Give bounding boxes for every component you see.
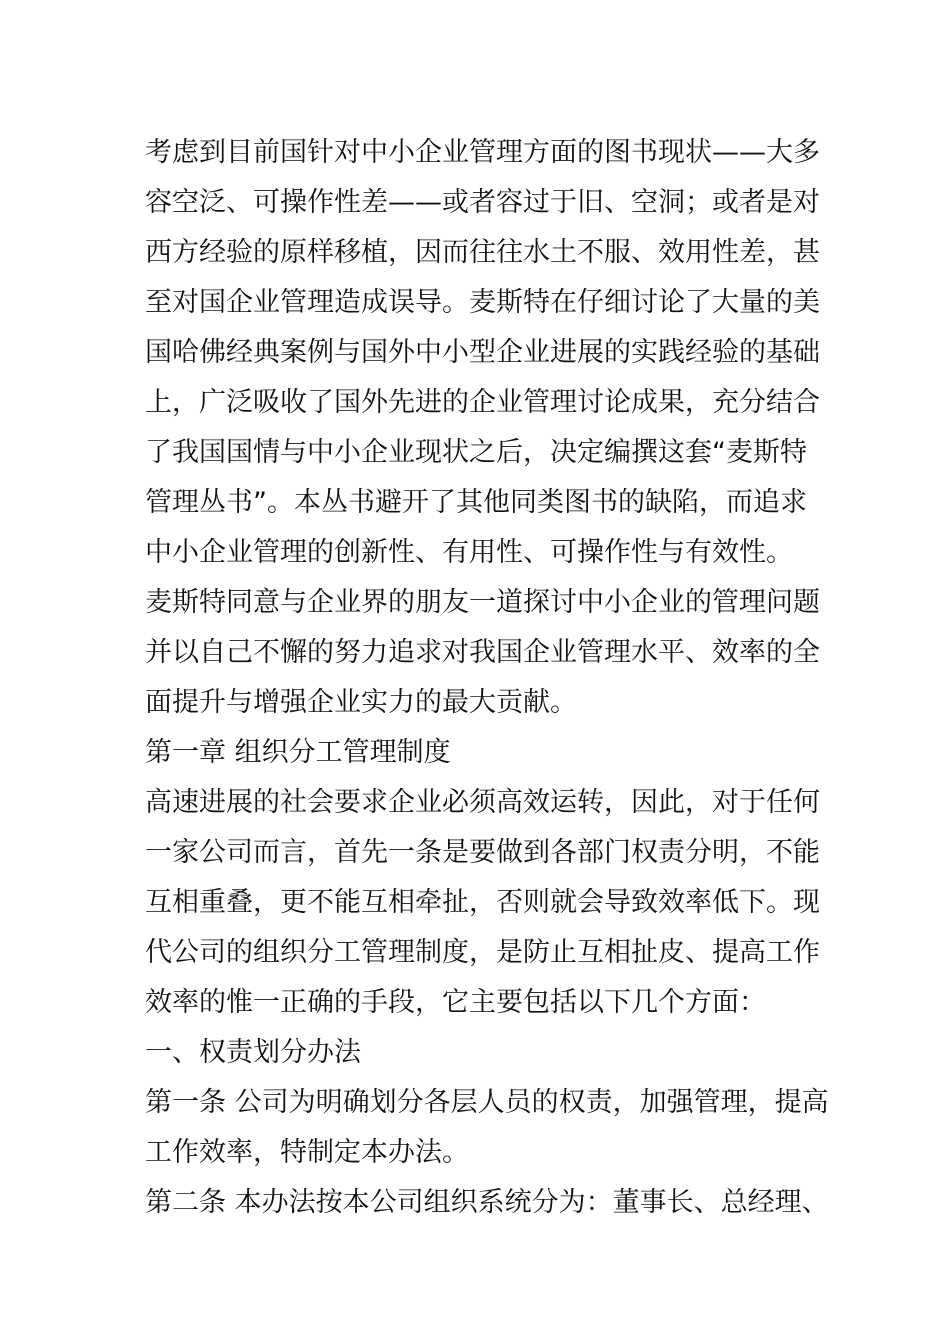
paragraph-line: 高速进展的社会要求企业必须高效运转，因此，对于任何 [145,787,820,818]
article-line: 第一条 公司为明确划分各层人员的权责，加强管理，提高 [145,1087,829,1118]
document-body [145,128,829,1228]
paragraph-line: 国哈佛经典案例与国外中小型企业进展的实践经验的基础 [145,337,820,368]
paragraph-line: 并以自己不懈的努力追求对我国企业管理水平、效率的全 [145,637,820,668]
section-heading: 一、权责划分办法 [145,1037,361,1068]
paragraph-line: 面提升与增强企业实力的最大贡献。 [145,687,577,718]
chapter-heading: 第一章 组织分工管理制度 [145,737,451,768]
paragraph-line: 麦斯特同意与企业界的朋友一道探讨中小企业的管理问题 [145,587,820,618]
paragraph-line: 西方经验的原样移植，因而往往水土不服、效用性差，甚 [145,237,820,268]
paragraph-line: 代公司的组织分工管理制度，是防止互相扯皮、提高工作 [145,937,820,968]
article-line: 第二条 本办法按本公司组织系统分为：董事长、总经理、 [145,1187,829,1218]
paragraph-line: 了我国国情与中小企业现状之后，决定编撰这套“麦斯特 [145,437,807,468]
paragraph-line: 考虑到目前国针对中小企业管理方面的图书现状——大多 [145,137,820,168]
paragraph-line: 一家公司而言，首先一条是要做到各部门权责分明，不能 [145,837,820,868]
paragraph-line: 容空泛、可操作性差——或者容过于旧、空洞；或者是对 [145,187,820,218]
paragraph-line: 上，广泛吸收了国外先进的企业管理讨论成果，充分结合 [145,387,820,418]
paragraph-line: 互相重叠，更不能互相牵扯，否则就会导致效率低下。现 [145,887,820,918]
paragraph-line: 管理丛书”。本丛书避开了其他同类图书的缺陷，而追求 [145,487,807,518]
paragraph-line: 至对国企业管理造成误导。麦斯特在仔细讨论了大量的美 [145,287,820,318]
article-line: 工作效率，特制定本办法。 [145,1137,469,1168]
paragraph-line: 效率的惟一正确的手段，它主要包括以下几个方面： [145,987,766,1018]
paragraph-line: 中小企业管理的创新性、有用性、可操作性与有效性。 [145,537,793,568]
